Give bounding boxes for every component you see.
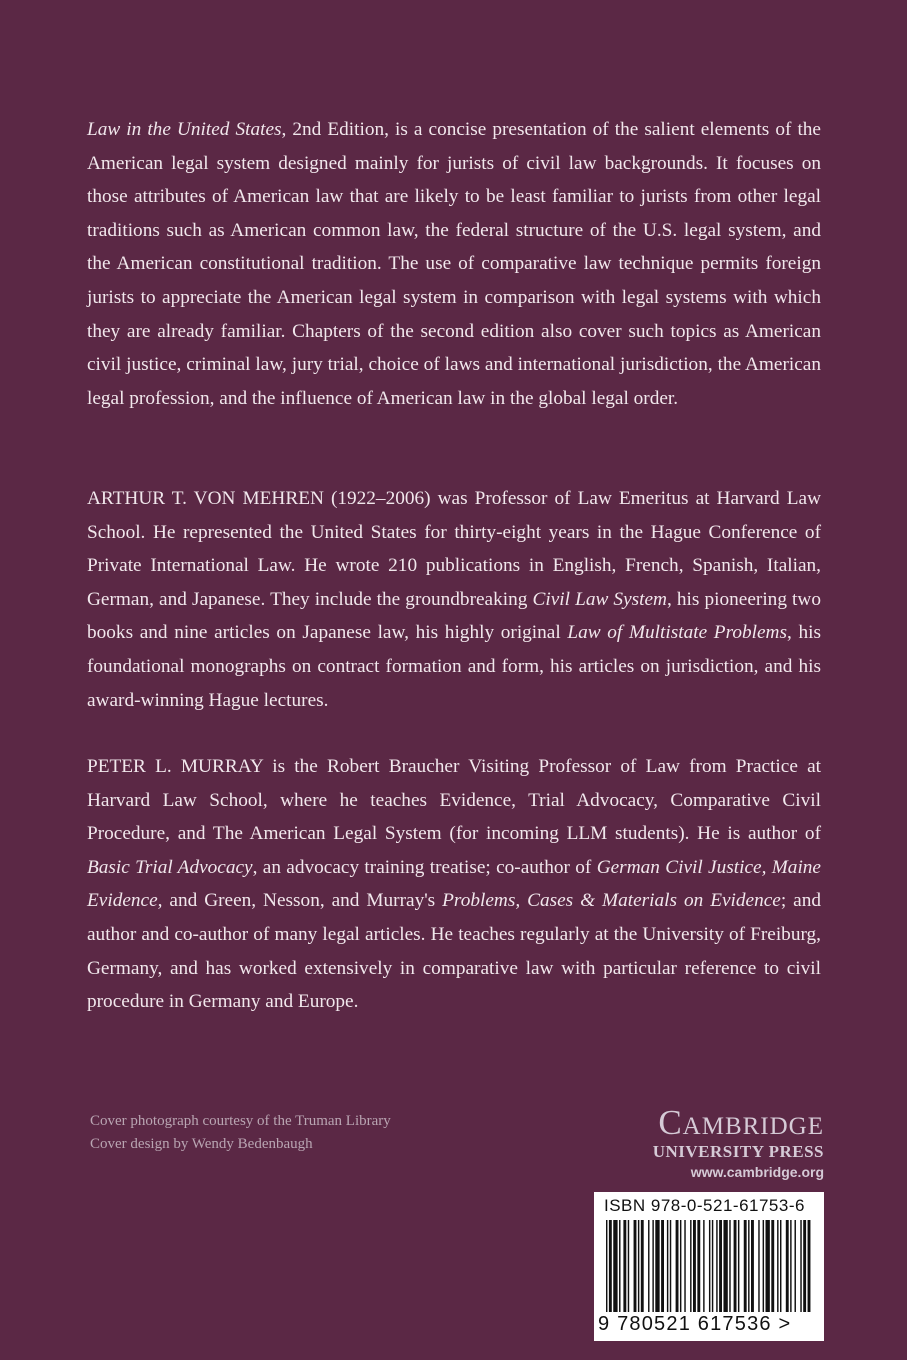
work-title: Basic Trial Advocacy — [87, 856, 253, 878]
barcode-bar — [670, 1220, 671, 1312]
barcode-bars — [606, 1220, 812, 1312]
barcode-bar — [655, 1220, 659, 1312]
isbn-label: ISBN 978-0-521-61753-6 — [604, 1196, 805, 1215]
book-title: Law in the United States — [87, 119, 282, 140]
publisher-name: Cambridge — [658, 1103, 824, 1142]
barcode-bar — [667, 1220, 668, 1312]
barcode-bar — [763, 1220, 764, 1312]
barcode-bar — [734, 1220, 737, 1312]
work-title: Problems, Cases & Materials on Evidence — [442, 890, 781, 912]
bio-text: and Green, Nesson, and Murray's — [162, 890, 443, 912]
barcode-bar — [712, 1220, 713, 1312]
barcode-bar — [786, 1220, 789, 1312]
barcode-bar — [803, 1220, 806, 1312]
barcode-bar — [676, 1220, 679, 1312]
barcode-bar — [800, 1220, 801, 1312]
barcode-bar — [613, 1220, 617, 1312]
barcode-bar — [609, 1220, 612, 1312]
bio-text: ARTHUR T. VON MEHREN (1922–2006) was Professor of Law Emeritus at Harvard Law School. He represented the United States for thirty-eight years in the Hague Conference of Private International Law. He wrote 210 publications in English, French, Spanish, Italian, German, and Japanese. They include the groundbreaking — [87, 488, 821, 610]
barcode-bar — [628, 1220, 629, 1312]
barcode-digits: 9 780521 617536 > — [598, 1313, 792, 1335]
barcode-bar — [777, 1220, 778, 1312]
barcode-bar — [634, 1220, 637, 1312]
bio-text: ; and author and co-author of many legal articles. He teaches regularly at the University of Freiburg, Germany, and has worked extensively in comparative law with particular reference to civil procedure in Germany and Europe. — [87, 890, 821, 1013]
barcode-bar — [690, 1220, 691, 1312]
bio-text: , an advocacy training treatise; co-author of — [252, 856, 597, 878]
publisher-url: www.cambridge.org — [690, 1164, 824, 1180]
bio-text: , his foundational monographs on contract formation and form, his articles on jurisdiction, and his award-winning Hague lectures. — [87, 622, 821, 711]
barcode-bar — [641, 1220, 644, 1312]
work-title: Civil Law System — [532, 588, 667, 610]
barcode-bar — [716, 1220, 717, 1312]
barcode-bar — [623, 1220, 626, 1312]
barcode-bar — [738, 1220, 739, 1312]
barcode-bar — [758, 1220, 759, 1312]
publisher-logo — [596, 1104, 824, 1182]
isbn-barcode — [594, 1192, 824, 1341]
description-text: , 2nd Edition, is a concise presentation of the salient elements of the American legal system designed mainly for jurists of civil law backgrounds. It focuses on those attributes of American law that are likely to be least familiar to jurists from other legal traditions such as American common law, the federal structure of the U.S. legal system, and the American constitutional tradition. The use of comparative law technique permits foreign jurists to appreciate the American legal system in comparison with legal systems with which they are already familiar. Chapters of the second edition also cover such topics as American civil justice, criminal law, jury trial, choice of laws and international jurisdiction, the American legal profession, and the influence of American law in the global legal order. — [87, 119, 821, 409]
description-paragraph — [87, 113, 821, 415]
barcode-bar — [606, 1220, 607, 1312]
barcode-bar — [795, 1220, 796, 1312]
barcode-bar — [780, 1220, 781, 1312]
barcode-bar — [748, 1220, 749, 1312]
barcode-bar — [638, 1220, 639, 1312]
barcode-bar — [693, 1220, 696, 1312]
barcode-bar — [709, 1220, 710, 1312]
bio-text: PETER L. MURRAY is the Robert Braucher Visiting Professor of Law from Practice at Harvard Law School, where he teaches Evidence, Trial Advocacy, Comparative Civil Procedure, and The American Legal System (for incoming LLM students). He is author of — [87, 756, 821, 845]
author-bio-von-mehren — [87, 482, 821, 717]
barcode-bar — [744, 1220, 747, 1312]
design-credit: Cover design by Wendy Bedenbaugh — [90, 1136, 313, 1152]
barcode-bar — [661, 1220, 664, 1312]
barcode-bar — [703, 1220, 704, 1312]
barcode-bar — [751, 1220, 754, 1312]
work-title: Law of Multistate Problems — [567, 622, 787, 644]
barcode-bar — [648, 1220, 649, 1312]
barcode-bar — [697, 1220, 700, 1312]
barcode-bar — [771, 1220, 774, 1312]
cover-credits — [90, 1110, 391, 1156]
bio-text: , his pioneering two books and nine articles on Japanese law, his highly original — [87, 588, 821, 644]
barcode-bar — [790, 1220, 791, 1312]
work-title: German Civil Justice, Maine Evidence, — [87, 856, 821, 912]
barcode-bar — [723, 1220, 727, 1312]
barcode-bar — [719, 1220, 722, 1312]
publisher-subtitle: UNIVERSITY PRESS — [652, 1142, 824, 1161]
barcode-bar — [808, 1220, 811, 1312]
photo-credit: Cover photograph courtesy of the Truman Library — [90, 1113, 391, 1129]
barcode-bar — [729, 1220, 730, 1312]
author-bio-murray — [87, 750, 821, 1019]
barcode-bar — [680, 1220, 681, 1312]
barcode-bar — [619, 1220, 620, 1312]
barcode-bar — [652, 1220, 653, 1312]
barcode-bar — [684, 1220, 685, 1312]
barcode-bar — [766, 1220, 770, 1312]
